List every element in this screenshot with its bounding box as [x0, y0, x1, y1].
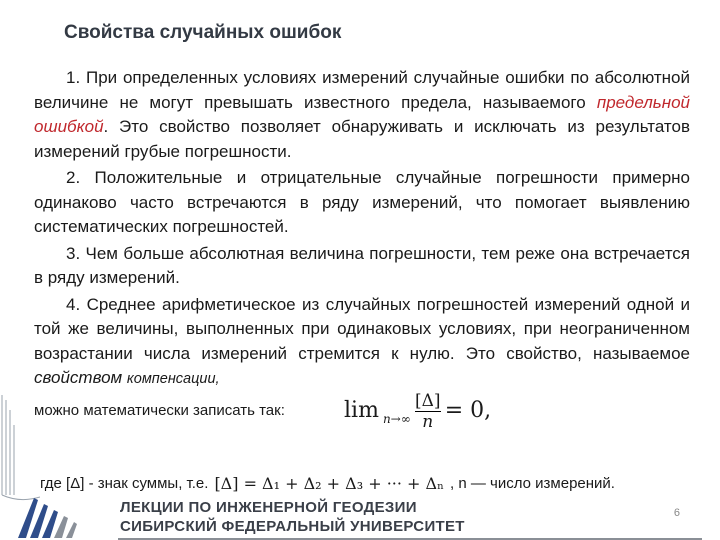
page-number: 6: [673, 507, 680, 519]
fraction-numerator: [Δ]: [414, 391, 441, 411]
property-1-text-b: . Это свойство позволяет обнаруживать и исключать из результатов измерений грубые погрешности.: [34, 117, 690, 161]
property-4-text: 4. Среднее арифметическое из случайных погрешностей измерений одной и той же величины, выполненных при одинаковых условиях, при неограниченном возрастании числа измерений стремится к нулю. Это свойство, называемое: [34, 294, 690, 363]
compensation-term-b: компенсации,: [126, 371, 220, 387]
lim-symbol: lim: [344, 398, 379, 424]
formula-row: [34, 392, 690, 432]
lim-subscript: n→∞: [382, 412, 411, 427]
fraction-denominator: n: [422, 412, 434, 432]
sum-prefix: где [Δ] - знак суммы, т.е.: [40, 475, 209, 492]
formula-rest: = 0,: [444, 398, 492, 424]
footer-caption: [120, 498, 465, 536]
sum-definition: [40, 474, 700, 493]
compensation-term-a: свойством: [34, 368, 123, 387]
property-2: 2. Положительные и отрицательные случайные погрешности примерно одинаково часто встречаются в ряду измерений, что помогает выявлению систематических погрешностей.: [34, 168, 690, 236]
slide-title: Свойства случайных ошибок: [64, 22, 342, 43]
limit-formula: [344, 391, 491, 432]
sum-formula: [Δ] = Δ₁ + Δ₂ + Δ₃ + ··· + Δₙ: [214, 474, 445, 493]
slide-body: [34, 66, 690, 432]
property-3: 3. Чем больше абсолютная величина погрешности, тем реже она встречается в ряду измерений.: [34, 243, 690, 287]
footer-line-1: ЛЕКЦИИ ПО ИНЖЕНЕРНОЙ ГЕОДЕЗИИ: [120, 499, 417, 516]
formula-label: можно математически записать так:: [34, 402, 285, 420]
university-logo-icon: [14, 490, 106, 540]
property-1: [34, 66, 690, 164]
sum-suffix: , n — число измерений.: [450, 475, 615, 492]
property-4: [34, 293, 690, 392]
footer-line-2: СИБИРСКИЙ ФЕДЕРАЛЬНЫЙ УНИВЕРСИТЕТ: [120, 518, 465, 535]
limit-error-term: предельной ошибкой: [34, 92, 690, 136]
property-1-text-a: 1. При определенных условиях измерений случайные ошибки по абсолютной величине не могут превышать известного предела, называемого: [34, 68, 690, 112]
fraction: [415, 391, 441, 432]
